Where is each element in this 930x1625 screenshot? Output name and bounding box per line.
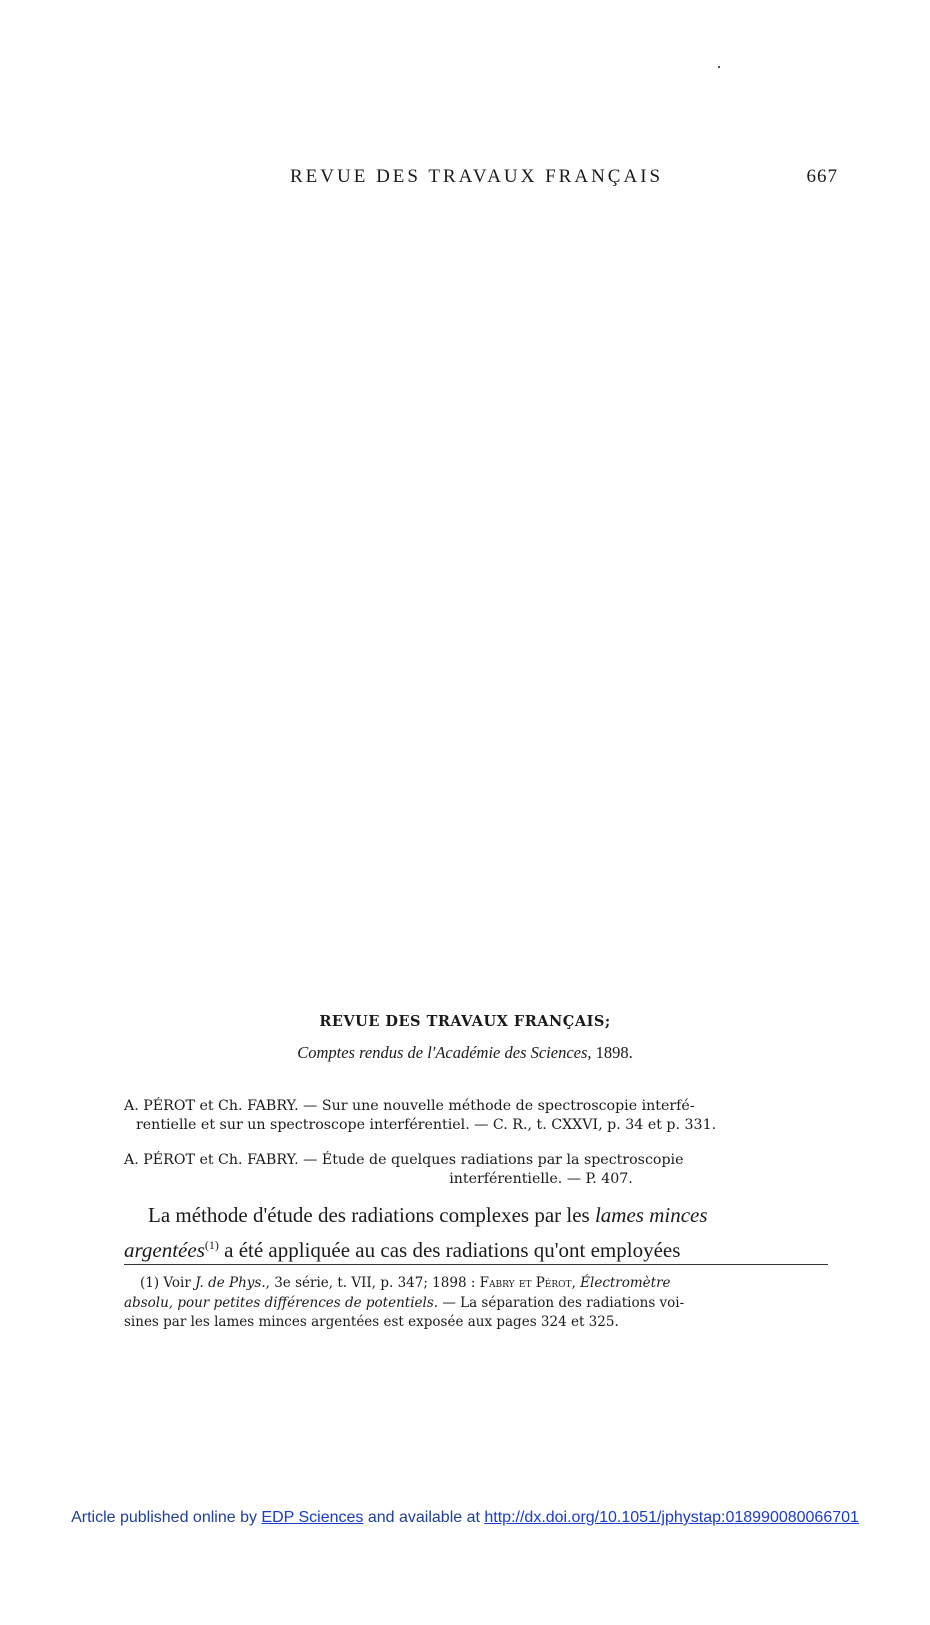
scan-speck xyxy=(718,66,720,68)
reference-line: rentielle et sur un spectroscope interférentiel. — C. R., t. CXXVI, p. 34 et p. 331. xyxy=(136,1117,717,1133)
section-subtitle xyxy=(0,1043,930,1063)
journal-name: J. de Phys. xyxy=(195,1275,266,1291)
footnote-text: Voir xyxy=(159,1275,196,1291)
running-head-title: REVUE DES TRAVAUX FRANÇAIS xyxy=(290,166,664,187)
subtitle-italic: Comptes rendus de l'Académie des Sciences, xyxy=(297,1043,592,1062)
publisher-text: Article published online by xyxy=(71,1509,262,1526)
article-title: absolu, pour petites différences de potentiels. xyxy=(124,1294,439,1311)
article-title: Électromètre xyxy=(580,1275,671,1291)
publisher-link[interactable]: EDP Sciences xyxy=(261,1509,364,1526)
body-italic: lames minces xyxy=(594,1203,708,1227)
reference-line: A. PÉROT et Ch. FABRY. — Étude de quelques radiations par la spectroscopie xyxy=(124,1152,684,1168)
footnote-text: , 3e série, t. VII, p. 347; 1898 : xyxy=(265,1275,480,1291)
page-number: 667 xyxy=(806,166,838,187)
subtitle-year: 1898. xyxy=(595,1043,633,1062)
reference-entry xyxy=(124,1097,828,1135)
footnote-line xyxy=(124,1294,828,1314)
footnote-ref: (1) xyxy=(204,1238,219,1252)
publisher-notice xyxy=(0,1509,930,1527)
body-italic: argentées xyxy=(124,1238,205,1262)
body-line xyxy=(124,1230,828,1265)
reference-line: A. PÉROT et Ch. FABRY. — Sur une nouvelle méthode de spectroscopie interfé- xyxy=(124,1098,695,1114)
footnote-marker: (1) xyxy=(140,1275,160,1291)
footnote-text: — La séparation des radiations voi- xyxy=(438,1294,685,1311)
footnote-authors: Fabry et Pérot xyxy=(479,1275,572,1291)
body-line xyxy=(124,1200,828,1230)
reference-entry xyxy=(124,1151,828,1189)
body-text: La méthode d'étude des radiations complexes par les xyxy=(148,1203,595,1227)
footnote xyxy=(124,1274,828,1333)
footnote-line: sines par les lames minces argentées est exposée aux pages 324 et 325. xyxy=(124,1314,619,1330)
body-paragraph xyxy=(124,1200,828,1265)
reference-line: interférentielle. — P. 407. xyxy=(449,1171,633,1187)
publisher-text: and available at xyxy=(363,1509,485,1526)
section-title: REVUE DES TRAVAUX FRANÇAIS; xyxy=(319,1013,611,1030)
footnote-text: , xyxy=(571,1275,581,1291)
doi-link[interactable]: http://dx.doi.org/10.1051/jphystap:018990080066701 xyxy=(484,1509,859,1526)
footnote-line xyxy=(124,1274,828,1294)
footnote-separator xyxy=(124,1264,828,1265)
body-text: a été appliquée au cas des radiations qu'ont employées xyxy=(218,1238,681,1262)
